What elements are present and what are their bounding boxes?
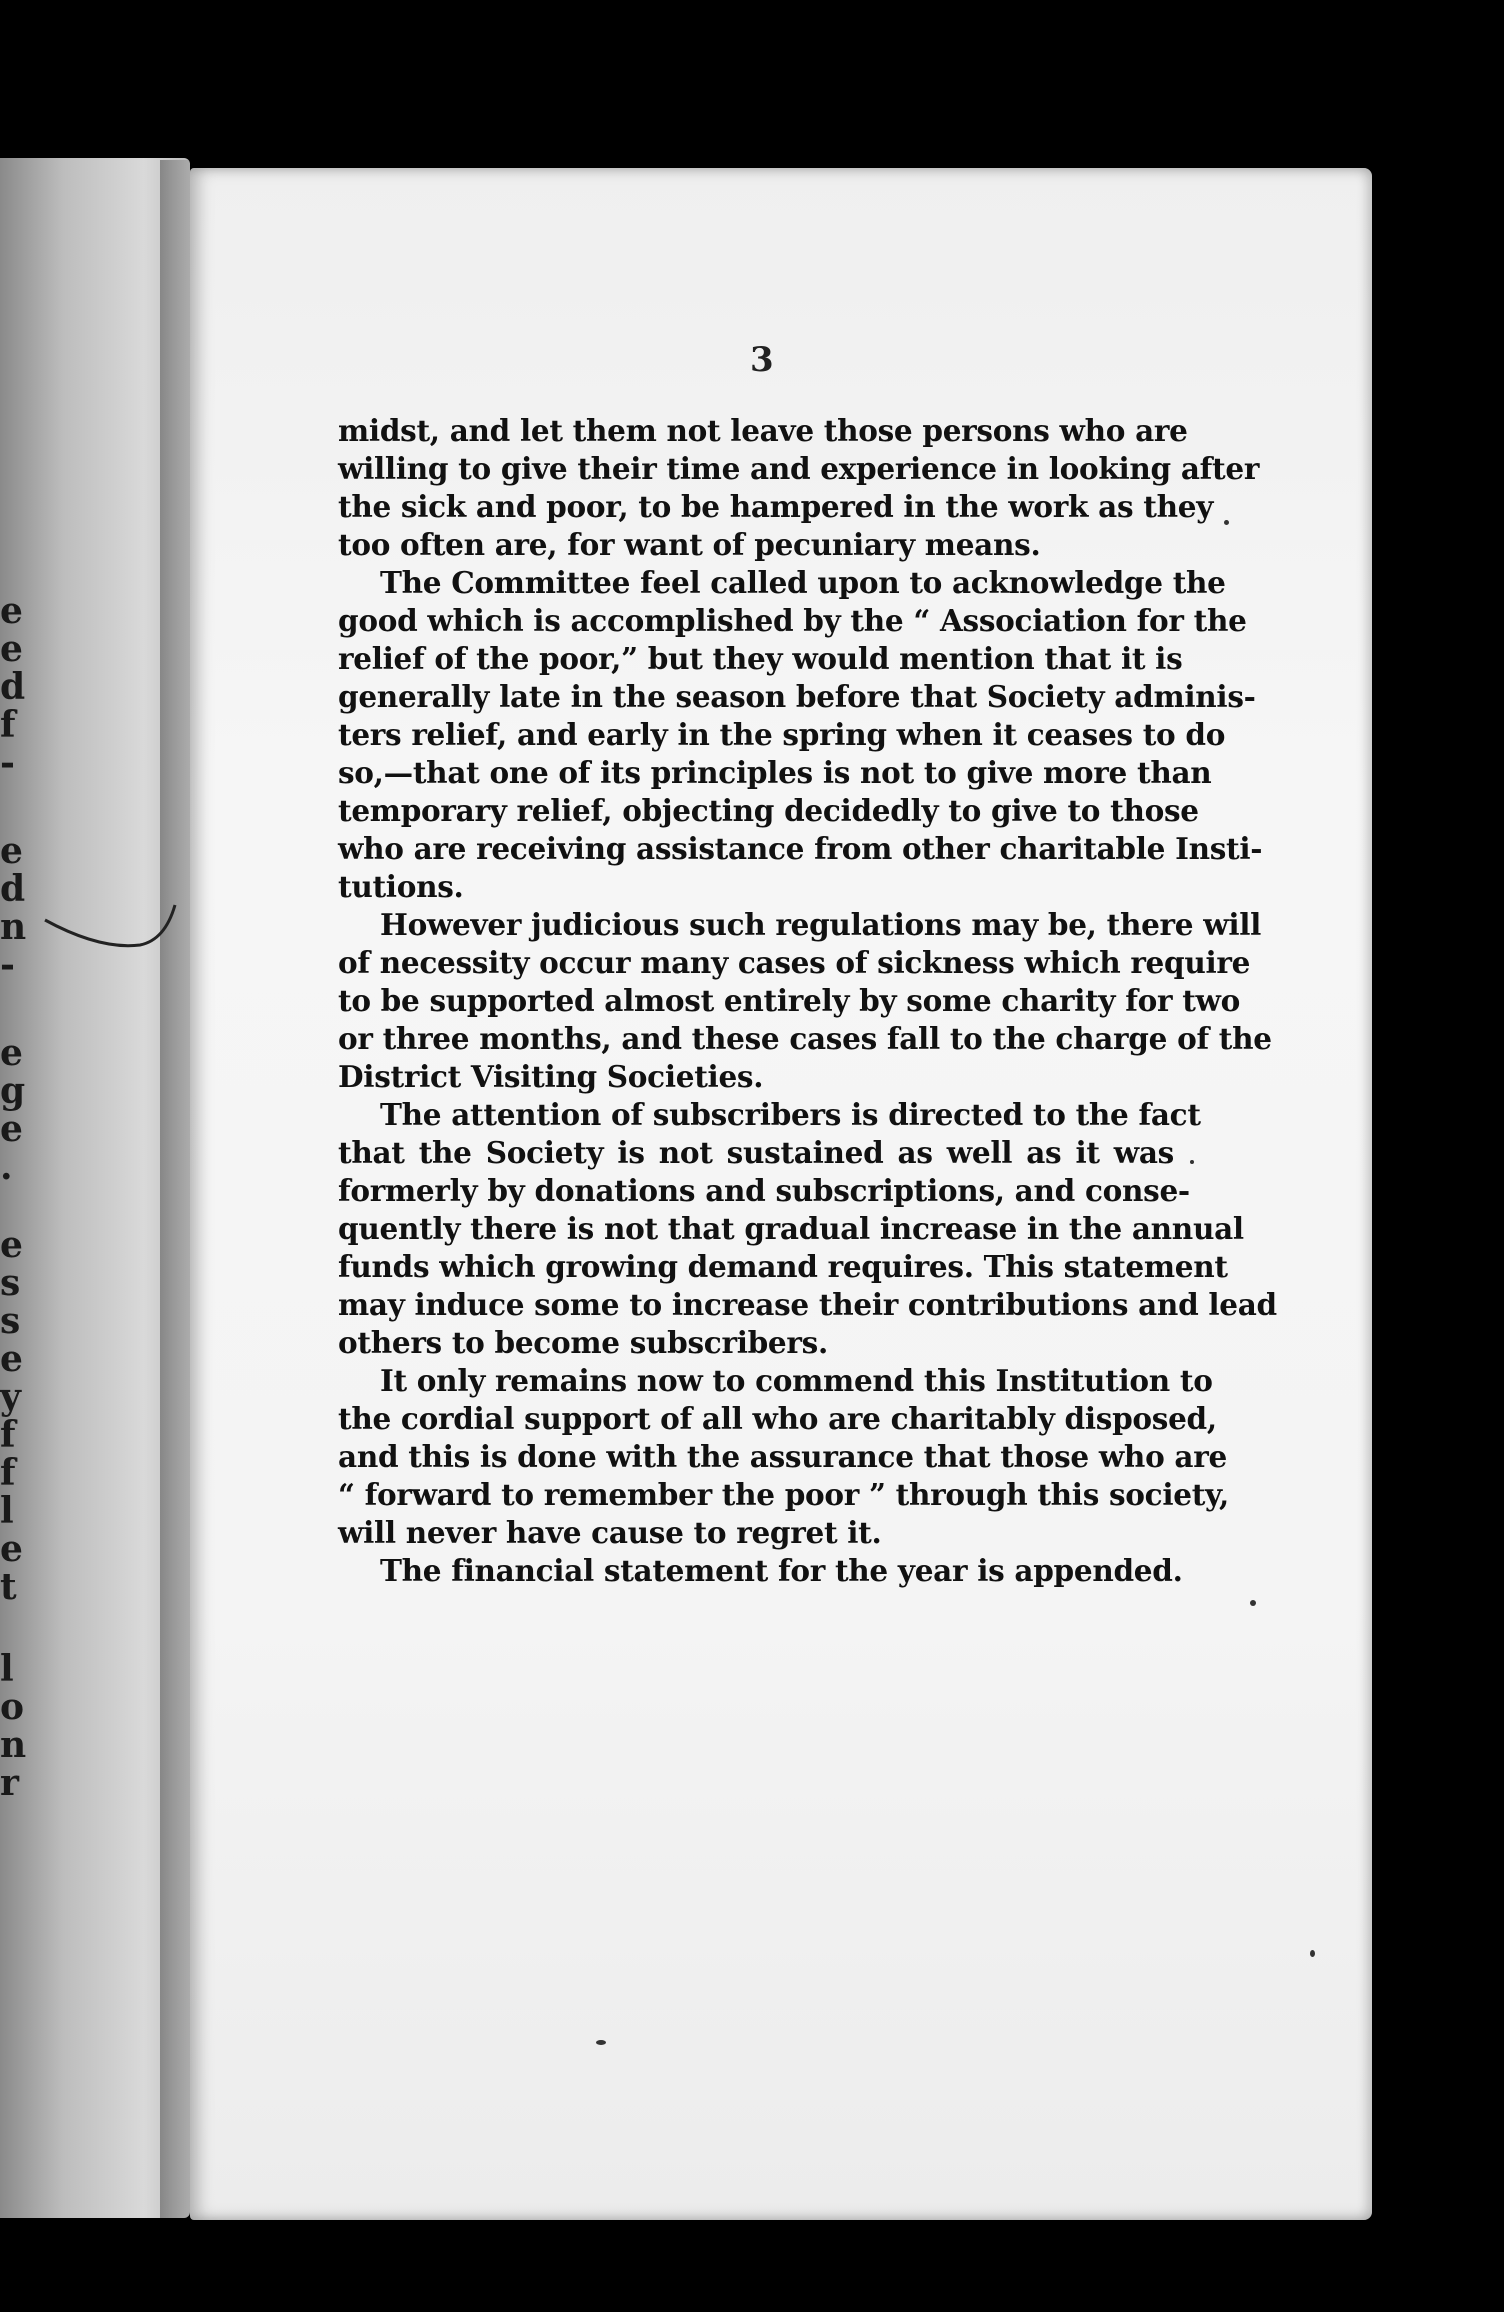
text-line: the sick and poor, to be hampered in the work as they [338, 489, 1214, 524]
text-line: The financial statement for the year is appended. [380, 1553, 1183, 1588]
text-line: “ forward to remember the poor ” through this society, [338, 1477, 1230, 1512]
pencil-mark [40, 900, 180, 960]
text-line: too often are, for want of pecuniary means. [338, 527, 1041, 562]
text-line: relief of the poor,” but they would mention that it is [338, 641, 1183, 676]
text-line: generally late in the season before that Society adminis- [338, 679, 1256, 714]
text-line: tutions. [338, 869, 464, 904]
text-line: will never have cause to regret it. [338, 1515, 882, 1550]
text-line: good which is accomplished by the “ Association for the [338, 603, 1247, 638]
text-line: the cordial support of all who are charitably disposed, [338, 1401, 1217, 1436]
text-line: may induce some to increase their contributions and lead [338, 1287, 1277, 1322]
text-line: and this is done with the assurance that those who are [338, 1439, 1227, 1474]
left-page-letter: - [0, 944, 15, 986]
text-line: others to become subscribers. [338, 1325, 828, 1360]
ink-speck [1310, 1950, 1315, 1957]
text-line: who are receiving assistance from other charitable Insti- [338, 831, 1263, 866]
left-page-letter: n [0, 906, 27, 948]
text-line: of necessity occur many cases of sickness which require [338, 945, 1251, 980]
ink-speck [1224, 520, 1229, 525]
left-page-letter: e [0, 830, 23, 872]
ink-speck [1190, 1160, 1194, 1164]
body-text [338, 412, 1277, 1590]
left-page-letter: l [0, 1648, 14, 1690]
left-page-letter: g [0, 1070, 26, 1112]
left-page-letter: s [0, 1300, 21, 1342]
text-line: that the Society is not sustained as well as it was [338, 1135, 1174, 1170]
left-page-letter: n [0, 1724, 27, 1766]
left-page-letter: s [0, 1262, 21, 1304]
text-line: quently there is not that gradual increase in the annual [338, 1211, 1244, 1246]
text-line: District Visiting Societies. [338, 1059, 764, 1094]
ink-speck [596, 2040, 606, 2045]
text-line: willing to give their time and experience in looking after [338, 451, 1260, 486]
text-line: The attention of subscribers is directed to the fact [380, 1097, 1201, 1132]
left-page-letter: e [0, 1032, 23, 1074]
text-line: midst, and let them not leave those persons who are [338, 413, 1188, 448]
left-page-letter: f [0, 1414, 16, 1456]
left-page-letter: e [0, 1108, 23, 1150]
left-page-letter: e [0, 1528, 23, 1570]
left-page-letter: d [0, 666, 26, 708]
left-page-letter: e [0, 1224, 23, 1266]
text-line: However judicious such regulations may be, there will [380, 907, 1262, 942]
text-line: It only remains now to commend this Institution to [380, 1363, 1213, 1398]
ink-speck [1250, 1600, 1256, 1606]
left-page-letter: e [0, 1338, 23, 1380]
text-line: to be supported almost entirely by some charity for two [338, 983, 1241, 1018]
left-page-letter: t [0, 1566, 17, 1608]
text-line: so,—that one of its principles is not to give more than [338, 755, 1212, 790]
text-line: or three months, and these cases fall to the charge of the [338, 1021, 1272, 1056]
left-page-letter: y [0, 1376, 21, 1418]
left-page-letter: . [0, 1146, 13, 1188]
left-page-letter: - [0, 742, 15, 784]
left-page-letter: l [0, 1490, 14, 1532]
left-page-letter: d [0, 868, 26, 910]
left-page-letter: e [0, 628, 23, 670]
text-line: The Committee feel called upon to acknowledge the [380, 565, 1226, 600]
left-page-letter: f [0, 1452, 16, 1494]
left-page-letter: f [0, 704, 16, 746]
text-line: funds which growing demand requires. This statement [338, 1249, 1228, 1284]
left-page-letter: r [0, 1762, 19, 1804]
left-page-letter: o [0, 1686, 25, 1728]
left-page-letter: e [0, 590, 23, 632]
text-line: ters relief, and early in the spring when it ceases to do [338, 717, 1226, 752]
text-line: temporary relief, objecting decidedly to give to those [338, 793, 1199, 828]
page-number: 3 [750, 340, 774, 380]
text-line: formerly by donations and subscriptions, and conse- [338, 1173, 1190, 1208]
